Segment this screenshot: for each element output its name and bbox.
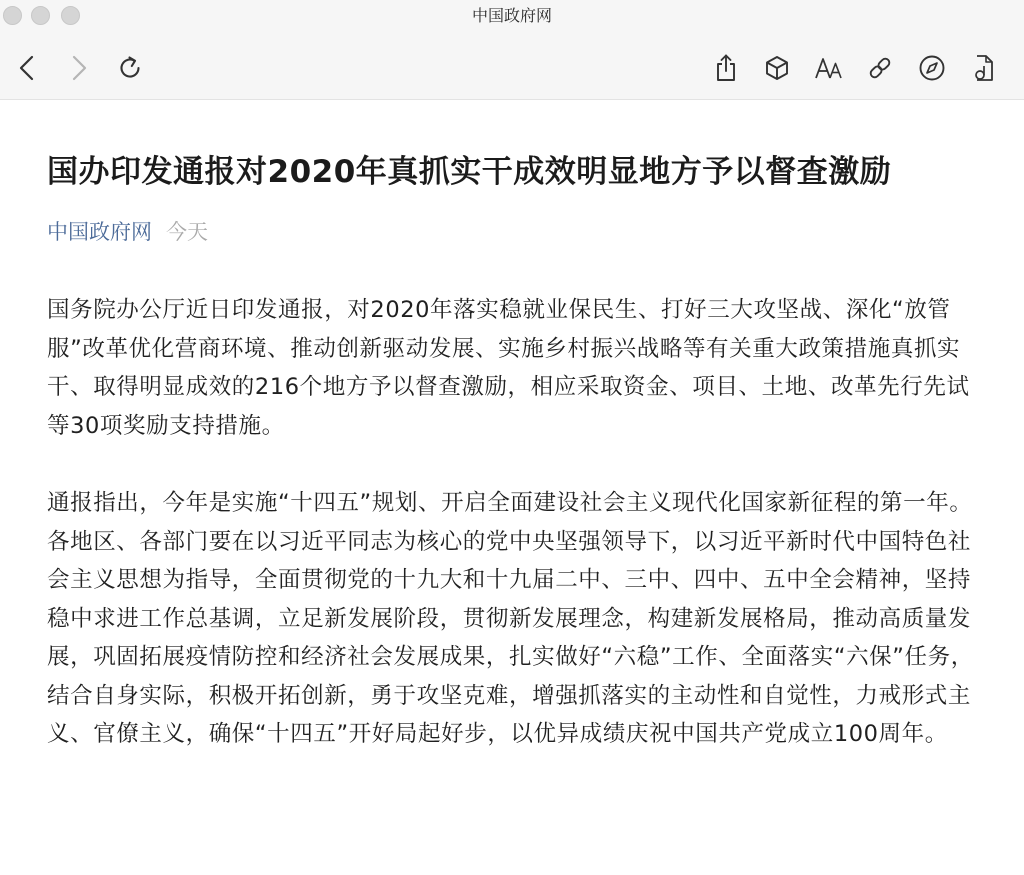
reload-icon (116, 54, 144, 82)
forward-icon (66, 54, 90, 82)
open-in-browser-button[interactable] (914, 50, 950, 86)
article-paragraph: 通报指出，今年是实施“十四五”规划、开启全面建设社会主义现代化国家新征程的第一年。各地区、各部门要在以习近平同志为核心的党中央坚强领导下，以习近平新时代中国特色社会主义思想为指导，全面贯彻党的十九大和十九届二中、三中、四中、五中全会精神，坚持稳中求进工作总基调，立足新发展阶段，贯彻新发展理念，构建新发展格局，推动高质量发展，巩固拓展疫情防控和经济社会发展成果，扎实做好“六稳”工作、全面落实“六保”任务，结合自身实际，积极开拓创新，勇于攻坚克难，增强抓落实的主动性和自觉性，力戒形式主义、官僚主义，确保“十四五”开好局起好步，以优异成绩庆祝中国共产党成立100周年。 (47, 490, 974, 747)
window-title: 中国政府网 (471, 6, 552, 25)
audio-doc-icon (971, 53, 997, 83)
publish-date: 今天 (166, 220, 208, 244)
copy-link-button[interactable] (862, 50, 898, 86)
source-link[interactable]: 中国政府网 (47, 220, 152, 244)
share-button[interactable] (708, 50, 744, 86)
reload-button[interactable] (112, 50, 148, 86)
forward-button[interactable] (60, 50, 96, 86)
back-icon (16, 54, 40, 82)
listen-button[interactable] (966, 50, 1002, 86)
link-icon (866, 54, 894, 82)
article-meta (47, 218, 977, 246)
article-headline: 国办印发通报对2020年真抓实干成效明显地方予以督查激励 (47, 154, 892, 190)
article-paragraph: 国务院办公厅近日印发通报，对2020年落实稳就业保民生、打好三大攻坚战、深化“放管服”改革优化营商环境、推动创新驱动发展、实施乡村振兴战略等有关重大政策措施真抓实干、取得明显成效的216个地方予以督查激励，相应采取资金、项目、土地、改革先行先试等30项奖励支持措施。 (47, 297, 970, 439)
back-button[interactable] (10, 50, 46, 86)
browser-toolbar (0, 0, 1024, 100)
text-size-icon (814, 54, 844, 82)
text-size-button[interactable] (811, 50, 847, 86)
compass-icon (918, 54, 946, 82)
share-icon (713, 53, 739, 83)
ar-view-button[interactable] (759, 50, 795, 86)
cube-icon (763, 54, 791, 82)
article (47, 148, 977, 754)
